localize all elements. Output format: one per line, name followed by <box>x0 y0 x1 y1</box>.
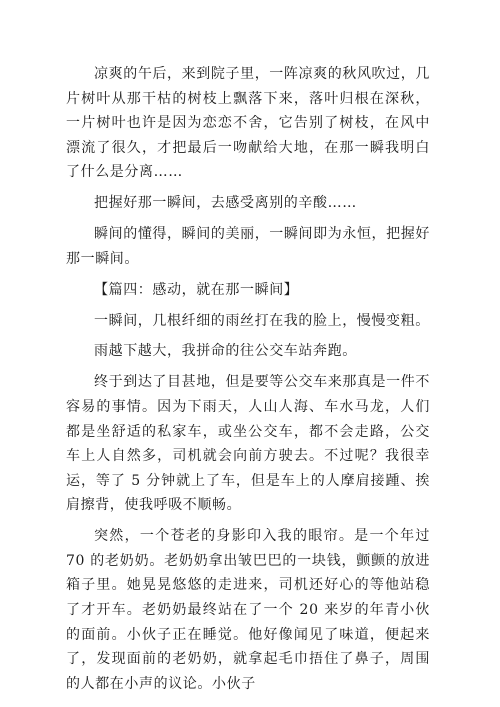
paragraph: 终于到达了目甚地，但是要等公交车来那真是一件不容易的事情。因为下雨天，人山人海、车水马龙，人们都是坐舒适的私家车，或坐公交车，都不会走路，公交车上人自然多，司机就会向前方驶去。不过呢？我很幸运，等了 5 分钟就上了车，但是车上的人摩肩接踵、挨肩擦背，使我呼吸不顺畅。 <box>66 374 430 514</box>
section-heading: 【篇四：感动，就在那一瞬间】 <box>94 281 299 298</box>
paragraph: 瞬间的懂得，瞬间的美丽，一瞬间即为永恒，把握好那一瞬间。 <box>66 226 430 267</box>
paragraph: 凉爽的午后，来到院子里，一阵凉爽的秋风吹过，几片树叶从那干枯的树枝上飘落下来，落叶归根在深秋，一片树叶也许是因为恋恋不舍，它告别了树枝，在风中漂流了很久，才把最后一吻献给大地，在那一瞬我明白了什么是分离…… <box>66 66 430 181</box>
paragraph: 把握好那一瞬间，去感受离别的辛酸…… <box>94 195 357 212</box>
document-body <box>66 62 430 703</box>
paragraph: 雨越下越大，我拼命的往公交车站奔跑。 <box>94 343 357 360</box>
paragraph: 突然，一个苍老的身影印入我的眼帘。是一个年过 70 的老奶奶。老奶奶拿出皱巴巴的一块钱，颤颤的放进箱子里。她晃晃悠悠的走进来，司机还好心的等他站稳了才开车。老奶奶最终站在了一个 20 来岁的年青小伙的面前。小伙子正在睡觉。他好像闻见了味道，便起来了，发现面前的老奶奶，就拿起毛巾捂住了鼻子，周围的人都在小声的议论。小伙子 <box>66 528 430 692</box>
paragraph: 一瞬间，几根纤细的雨丝打在我的脸上，慢慢变粗。 <box>94 312 430 329</box>
